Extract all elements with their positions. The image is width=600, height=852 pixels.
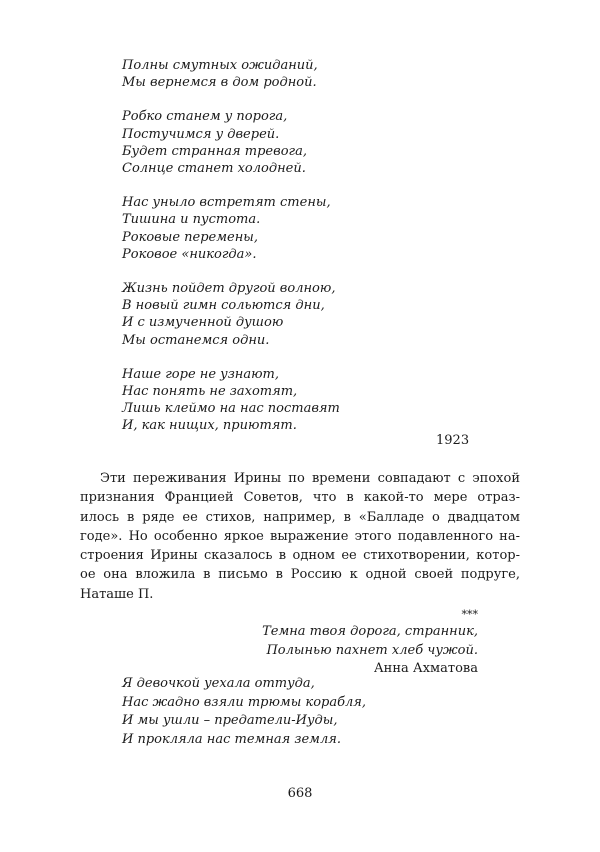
poem-line: Наше горе не узнают, (122, 366, 280, 382)
poem-line: Лишь клеймо на нас поставят (122, 401, 340, 417)
page-number: 668 (287, 786, 313, 801)
prose-line: признания Францией Советов, что в какой-то мере отраз- (80, 490, 520, 506)
poem-line: Мы останемся одни. (122, 332, 270, 348)
poem-line: И прокляла нас темная земля. (122, 731, 341, 747)
epigraph-author: Анна Ахматова (373, 661, 478, 676)
poem-stanza-2 (122, 108, 340, 177)
poem-line: И с измученной душою (122, 315, 284, 331)
poem-line: Постучимся у дверей. (122, 126, 280, 142)
poem-stanza-3 (122, 194, 340, 263)
prose-line: Наташе П. (80, 586, 154, 602)
poem-line: И мы ушли – предатели-Иуды, (122, 713, 338, 729)
poem-line: Робко станем у порога, (122, 109, 288, 125)
poem-line: Полны смутных ожиданий, (122, 58, 318, 73)
poem-line: И, как нищих, приютят. (122, 418, 297, 434)
poem-stanza-1 (122, 57, 340, 91)
poem-line: Нас понять не захотят, (122, 384, 298, 400)
poem-line: Жизнь пойдет другой волною, (122, 281, 336, 297)
poem-line: В новый гимн сольются дни, (122, 298, 325, 314)
prose-line: Эти переживания Ирины по времени совпадают с эпохой (100, 471, 520, 486)
epigraph-line: Темна твоя дорога, странник, (262, 624, 478, 639)
prose-line: строения Ирины сказалось в одном ее стихотворении, котор- (80, 548, 520, 564)
prose-line: илось в ряде ее стихов, например, в «Балладе о двадцатом (80, 509, 520, 525)
poem-line: Мы вернемся в дом родной. (122, 75, 317, 91)
poem-line: Нас жадно взяли трюмы корабля, (122, 694, 367, 710)
poem-line: Будет странная тревога, (122, 143, 307, 159)
section-separator: *** (461, 608, 478, 621)
prose-paragraph (80, 469, 520, 604)
poem-line: Тишина и пустота. (122, 212, 261, 228)
epigraph-line: Полынью пахнет хлеб чужой. (266, 642, 478, 658)
second-poem (122, 675, 366, 749)
poem-year: 1923 (436, 433, 470, 448)
epigraph (262, 623, 478, 679)
poem-line: Роковое «никогда». (122, 246, 257, 262)
poem-line: Солнце станет холодней. (122, 161, 306, 177)
poem-line: Роковые перемены, (122, 229, 258, 245)
poem-stanza-4 (122, 280, 340, 349)
prose-line: годе». Но особенно яркое выражение этого подавленного на- (80, 528, 520, 544)
poem-line: Нас уныло встретят стены, (122, 195, 331, 211)
poem-line: Я девочкой уехала оттуда, (122, 676, 315, 691)
prose-line: ое она вложила в письмо в Россию к одной своей подруге, (80, 567, 520, 583)
poem (122, 57, 340, 435)
poem-stanza-5 (122, 366, 340, 435)
